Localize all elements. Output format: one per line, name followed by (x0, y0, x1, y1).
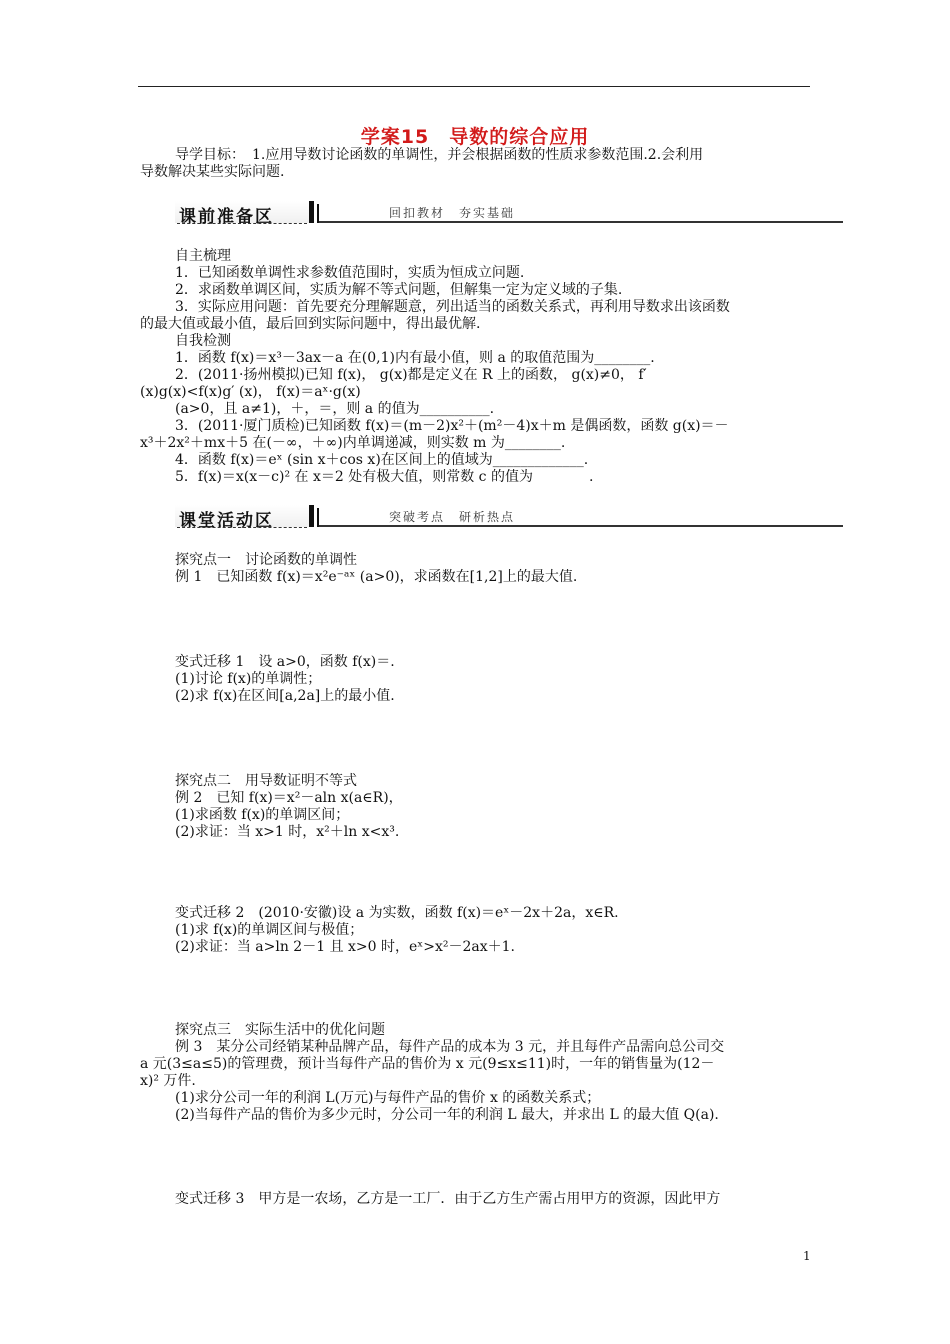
banner-dashed-rule (177, 527, 307, 528)
variant-1-line: (2)求 f(x)在区间[a,2a]上的最小值. (175, 688, 395, 704)
variant-2-line: (1)求 f(x)的单调区间与极值； (175, 922, 364, 938)
self-check-item: (a>0，且 a≠1)，＋，＝，则 a 的值为__________. (175, 401, 495, 417)
example-3-line: (1)求分公司一年的利润 L(万元)与每件产品的售价 x 的函数关系式； (175, 1090, 601, 1106)
banner-title: 课前准备区 (179, 207, 274, 227)
page-number: 1 (803, 1249, 811, 1263)
banner-title: 课堂活动区 (179, 511, 274, 531)
example-3-line: (2)当每件产品的售价为多少元时，分公司一年的利润 L 最大，并求出 L 的最大值 Q(a). (175, 1107, 719, 1123)
point-2-heading: 探究点二 用导数证明不等式 (175, 773, 357, 789)
self-check-item: 2．(2011·扬州模拟)已知 f(x)， g(x)都是定义在 R 上的函数， g(x)≠0， f′ (175, 367, 647, 383)
example-1: 例 1 已知函数 f(x)＝x²e⁻ᵃˣ (a>0)，求函数在[1,2]上的最大值. (175, 569, 578, 585)
banner-subtitle: 突破考点 研析热点 (389, 510, 516, 524)
variant-2-line: 变式迁移 2 (2010·安徽)设 a 为实数，函数 f(x)＝eˣ－2x＋2a，x∈R. (175, 905, 619, 921)
example-3-line: x)² 万件. (140, 1073, 196, 1089)
banner-divider (309, 201, 314, 223)
banner-divider (309, 505, 314, 527)
self-check-item: 5．f(x)＝x(x－c)² 在 x＝2 处有极大值，则常数 c 的值为 . (175, 469, 594, 485)
objective-line-1: 导学目标： 1.应用导数讨论函数的单调性，并会根据函数的性质求参数范围.2.会利用 (175, 147, 704, 163)
example-2-line: 例 2 已知 f(x)＝x²－aln x(a∈R)， (175, 790, 403, 806)
variant-1-line: (1)讨论 f(x)的单调性； (175, 671, 322, 687)
page-title: 学案15 导数的综合应用 (360, 126, 590, 148)
example-3-line: a 元(3≤a≤5)的管理费，预计当每件产品的售价为 x 元(9≤x≤11)时，一年的销售量为(12－ (140, 1056, 715, 1072)
banner-dashed-rule (177, 223, 307, 224)
banner-underline (319, 221, 843, 223)
self-review-item: 的最大值或最小值，最后回到实际问题中，得出最优解. (140, 316, 481, 332)
point-1-heading: 探究点一 讨论函数的单调性 (175, 552, 357, 568)
point-3-heading: 探究点三 实际生活中的优化问题 (175, 1022, 385, 1038)
self-check-item: 4．函数 f(x)＝eˣ (sin x＋cos x)在区间上的值域为_____________. (175, 452, 589, 468)
self-check-item: 3．(2011·厦门质检)已知函数 f(x)＝(m－2)x²＋(m²－4)x＋m 是偶函数，函数 g(x)＝－ (175, 418, 729, 434)
objective-line-2: 导数解决某些实际问题. (140, 164, 285, 180)
variant-3-line: 变式迁移 3 甲方是一农场，乙方是一工厂．由于乙方生产需占用甲方的资源，因此甲方 (175, 1191, 721, 1207)
example-2-line: (2)求证：当 x>1 时，x²＋ln x<x³. (175, 824, 400, 840)
example-3-line: 例 3 某分公司经销某种品牌产品，每件产品的成本为 3 元，并且每件产品需向总公司交 (175, 1039, 725, 1055)
self-review-heading: 自主梳理 (175, 248, 231, 264)
header-rule (138, 86, 810, 87)
self-check-item: x³＋2x²＋mx＋5 在(－∞，＋∞)内单调递减，则实数 m 为________. (140, 435, 566, 451)
self-check-heading: 自我检测 (175, 333, 231, 349)
variant-1-line: 变式迁移 1 设 a>0，函数 f(x)＝. (175, 654, 395, 670)
self-review-item: 3．实际应用问题：首先要充分理解题意，列出适当的函数关系式，再利用导数求出该函数 (175, 299, 730, 315)
banner-subtitle: 回扣教材 夯实基础 (389, 206, 516, 220)
variant-2-line: (2)求证：当 a>ln 2－1 且 x>0 时，eˣ>x²－2ax＋1. (175, 939, 515, 955)
example-2-line: (1)求函数 f(x)的单调区间； (175, 807, 350, 823)
self-review-item: 2．求函数单调区间，实质为解不等式问题，但解集一定为定义域的子集. (175, 282, 623, 298)
self-check-item: 1．函数 f(x)＝x³－3ax－a 在(0,1)内有最小值，则 a 的取值范围为________. (175, 350, 655, 366)
section-banner-pre-class (175, 201, 843, 227)
self-check-item: (x)g(x)<f(x)g′ (x)， f(x)＝aˣ·g(x) (140, 384, 361, 400)
banner-underline (319, 525, 843, 527)
section-banner-in-class (175, 505, 843, 531)
self-review-item: 1．已知函数单调性求参数值范围时，实质为恒成立问题. (175, 265, 525, 281)
